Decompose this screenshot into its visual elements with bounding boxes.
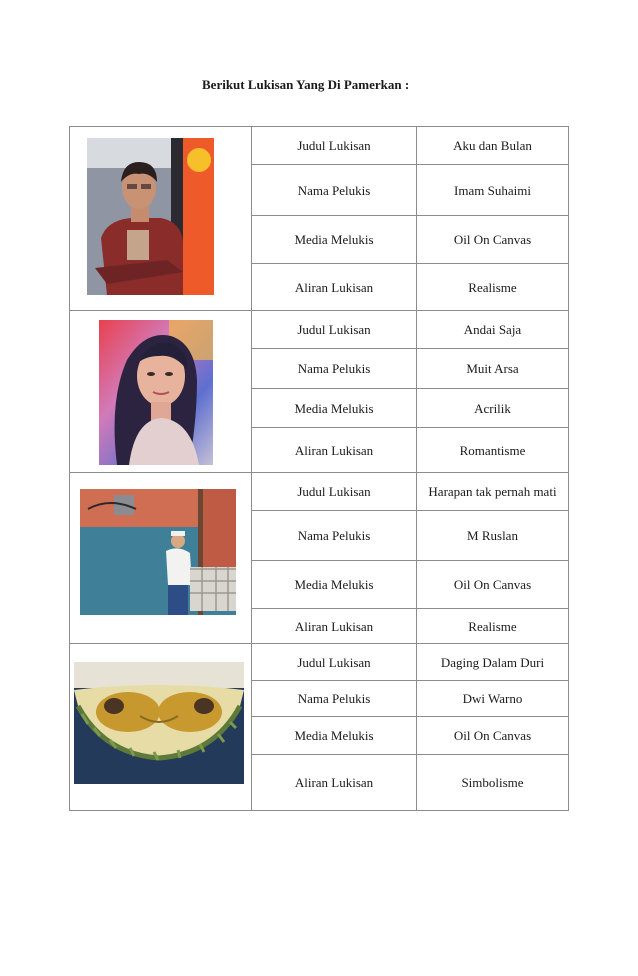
table-row: [70, 644, 569, 681]
value-cell: Harapan tak pernah mati: [417, 473, 569, 511]
value-cell: Oil On Canvas: [417, 216, 569, 264]
table-row: [70, 311, 569, 349]
value-cell: Muit Arsa: [417, 349, 569, 389]
value-cell: Aku dan Bulan: [417, 127, 569, 165]
value-cell: Dwi Warno: [417, 681, 569, 717]
value-cell: Romantisme: [417, 428, 569, 473]
painting-image-cell: [70, 127, 252, 311]
painting-man-pushing-cart-icon: [80, 489, 236, 615]
label-cell: Nama Pelukis: [252, 165, 417, 216]
label-cell: Nama Pelukis: [252, 681, 417, 717]
table-row: [70, 127, 569, 165]
label-cell: Media Melukis: [252, 389, 417, 428]
painting-image-cell: [70, 473, 252, 644]
label-cell: Media Melukis: [252, 717, 417, 755]
painting-woman-portrait-icon: [99, 320, 213, 465]
painting-man-with-sun-icon: [87, 138, 214, 295]
value-cell: Acrilik: [417, 389, 569, 428]
value-cell: M Ruslan: [417, 511, 569, 561]
value-cell: Simbolisme: [417, 755, 569, 811]
painting-durian-figures-icon: [74, 662, 244, 784]
page-heading: Berikut Lukisan Yang Di Pamerkan :: [202, 77, 410, 92]
label-cell: Judul Lukisan: [252, 311, 417, 349]
value-cell: Oil On Canvas: [417, 717, 569, 755]
label-cell: Aliran Lukisan: [252, 264, 417, 311]
label-cell: Judul Lukisan: [252, 473, 417, 511]
label-cell: Nama Pelukis: [252, 349, 417, 389]
value-cell: Imam Suhaimi: [417, 165, 569, 216]
painting-image-cell: [70, 644, 252, 811]
label-cell: Aliran Lukisan: [252, 428, 417, 473]
label-cell: Nama Pelukis: [252, 511, 417, 561]
label-cell: Aliran Lukisan: [252, 755, 417, 811]
value-cell: Andai Saja: [417, 311, 569, 349]
value-cell: Daging Dalam Duri: [417, 644, 569, 681]
table-row: [70, 473, 569, 511]
value-cell: Realisme: [417, 264, 569, 311]
painting-image-cell: [70, 311, 252, 473]
label-cell: Media Melukis: [252, 561, 417, 609]
label-cell: Media Melukis: [252, 216, 417, 264]
value-cell: Realisme: [417, 609, 569, 644]
label-cell: Judul Lukisan: [252, 127, 417, 165]
label-cell: Judul Lukisan: [252, 644, 417, 681]
label-cell: Aliran Lukisan: [252, 609, 417, 644]
value-cell: Oil On Canvas: [417, 561, 569, 609]
paintings-table: [69, 126, 569, 811]
